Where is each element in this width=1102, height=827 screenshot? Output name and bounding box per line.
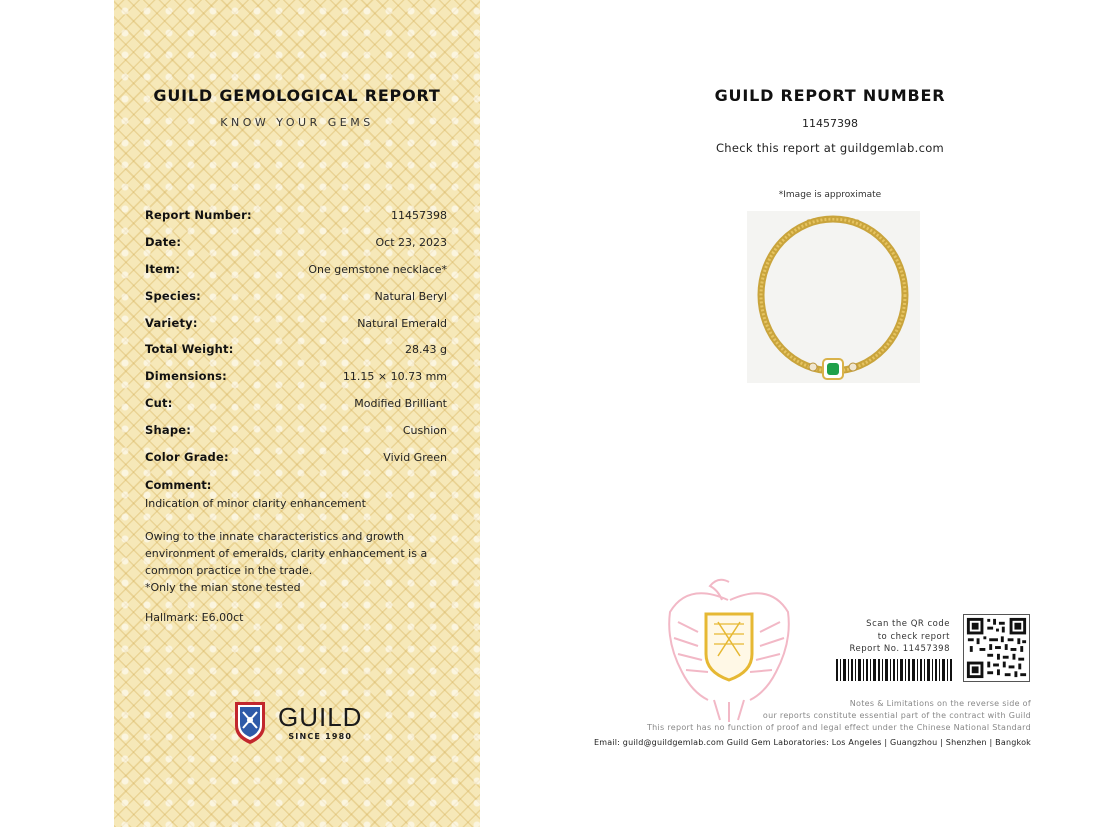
necklace-image [747,211,920,383]
notes-line-3: This report has no function of proof and legal effect under the Chinese National Standard [646,723,1031,732]
field-value: Cushion [402,424,447,438]
guild-word: GUILD [278,701,363,732]
qr-code-icon[interactable] [963,614,1030,682]
notes-line-2: our reports constitute essential part of the contract with Guild [762,711,1031,720]
check-report-link[interactable]: Check this report at guildgemlab.com [715,141,945,155]
comment-note: *Only the mian stone tested [145,580,301,594]
field-variety [145,316,447,343]
field-species [145,289,447,316]
guild-logo [232,698,362,746]
guild-logo-text [278,701,363,741]
report-number-title: GUILD REPORT NUMBER [714,86,946,105]
field-report-number [145,208,447,235]
field-cut [145,396,447,423]
field-value: Natural Beryl [374,289,447,303]
field-label: Species: [145,288,201,303]
field-label: Dimensions: [145,369,227,384]
scan-line-2: to check report [877,632,950,642]
field-value: Vivid Green [383,451,447,465]
scan-qr-text [820,618,950,644]
field-date [145,235,447,262]
field-value: 11.15 × 10.73 mm [342,370,447,384]
field-total-weight [145,342,447,369]
report-fields [145,208,447,624]
scan-line-1: Scan the QR code [866,619,950,629]
field-label: Total Weight: [145,342,234,357]
field-value: One gemstone necklace* [308,262,447,276]
image-note: *Image is approximate [778,190,882,200]
field-value: Oct 23, 2023 [375,235,447,249]
guild-shield-icon [232,698,268,746]
field-label: Variety: [145,315,198,330]
field-value: Modified Brilliant [354,397,447,411]
field-value: Natural Emerald [357,316,447,330]
report-no-label: Report No. 11457398 [849,644,950,654]
field-dimensions [145,369,447,396]
hallmark: Hallmark: E6.00ct [145,610,244,624]
report-left-panel [114,0,480,827]
barcode-icon [836,659,952,681]
notes-line-1: Notes & Limitations on the reverse side of [849,699,1031,708]
comment-paragraph: Owing to the innate characteristics and growth environment of emeralds, clarity enhancement is a common practice in the trade. [145,529,428,577]
comment-label: Comment: [145,477,212,492]
field-value: 11457398 [391,209,447,222]
field-label: Color Grade: [145,450,229,465]
field-item [145,262,447,289]
field-label: Date: [145,234,182,249]
report-number-value: 11457398 [802,117,858,130]
field-shape [145,423,447,450]
necklace-illustration [747,211,920,383]
report-subtitle: KNOW YOUR GEMS [220,116,374,129]
field-label: Report Number: [145,208,252,222]
guild-since: SINCE 1980 [288,731,353,741]
field-label: Item: [145,261,181,276]
field-label: Shape: [145,423,192,438]
footer-contact: Email: guild@guildgemlab.com Guild Gem Laboratories: Los Angeles | Guangzhou | Shenzhen | Bangkok [593,738,1031,747]
report-title: GUILD GEMOLOGICAL REPORT [153,86,441,105]
field-label: Cut: [145,396,173,411]
field-value: 28.43 g [405,343,447,357]
comment-line: Indication of minor clarity enhancement [145,496,366,510]
notes-limitations [600,698,1031,734]
field-color-grade [145,450,447,477]
